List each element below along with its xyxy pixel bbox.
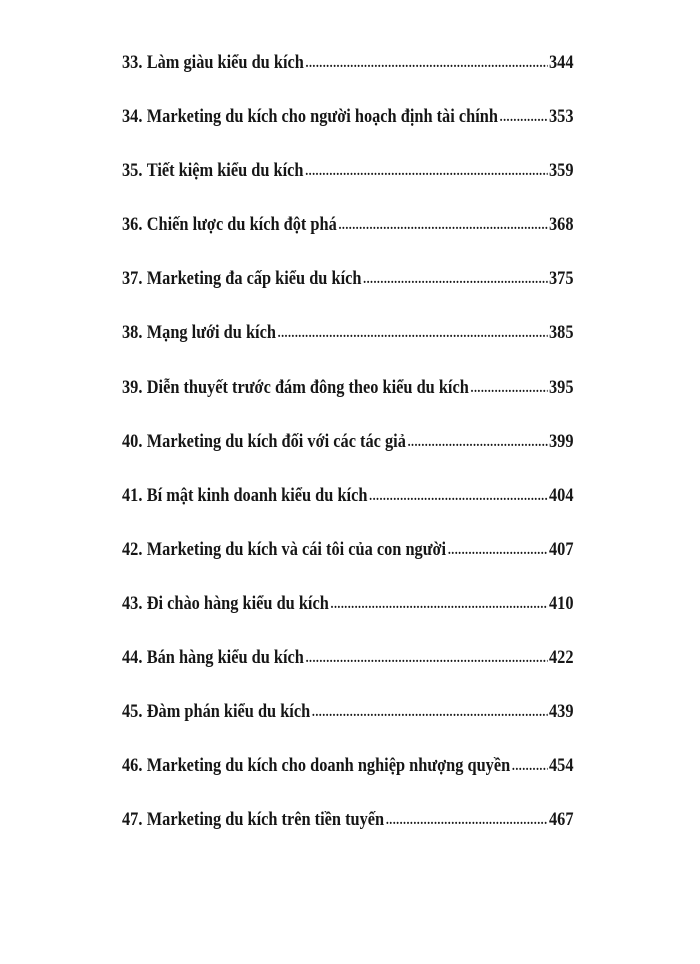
toc-entry — [122, 647, 574, 701]
toc-entry-number: 40. — [122, 430, 143, 452]
dot-leader — [448, 543, 547, 559]
dot-leader — [306, 651, 548, 667]
toc-entry-page: 385 — [548, 322, 574, 344]
toc-entry-title: Marketing du kích cho người hoạch định tài chính — [146, 106, 498, 128]
toc-entry-number: 46. — [122, 755, 143, 777]
toc-entry-page: 353 — [548, 106, 574, 128]
toc-entry-page: 344 — [548, 52, 574, 73]
dot-leader — [331, 597, 548, 613]
toc-entry-page: 410 — [548, 592, 574, 614]
toc-entry-title: Marketing du kích trên tiền tuyến — [146, 809, 385, 831]
dot-leader — [408, 435, 548, 451]
toc-entry-number: 35. — [122, 160, 143, 182]
toc-entry — [122, 52, 574, 106]
toc-entry — [122, 268, 574, 322]
dot-leader — [363, 272, 547, 288]
toc-entry-title: Bí mật kinh doanh kiểu du kích — [146, 484, 368, 506]
toc-entry — [122, 377, 574, 431]
toc-entry — [122, 431, 574, 485]
toc-entry-title: Diễn thuyết trước đám đông theo kiểu du kích — [146, 376, 469, 398]
toc-entry-page: 422 — [548, 647, 574, 669]
toc-entry-title: Marketing du kích đối với các tác giả — [146, 430, 406, 452]
toc-entry-number: 44. — [122, 647, 143, 669]
toc-entry-title: Marketing du kích và cái tôi của con người — [146, 538, 447, 560]
toc-entry — [122, 701, 574, 755]
toc-entry-page: 467 — [548, 809, 574, 831]
toc-entry-number: 36. — [122, 214, 143, 236]
toc-entry — [122, 160, 574, 214]
toc-entry-title: Làm giàu kiểu du kích — [146, 52, 304, 73]
toc-entry-title: Marketing du kích cho doanh nghiệp nhượng quyền — [146, 755, 511, 777]
toc-entry-number: 37. — [122, 268, 143, 290]
toc-entry-number: 39. — [122, 376, 143, 398]
dot-leader — [306, 56, 548, 72]
toc-entry-page: 454 — [548, 755, 574, 777]
toc-entry-title: Bán hàng kiểu du kích — [146, 647, 304, 669]
toc-entry-page: 375 — [548, 268, 574, 290]
toc-entry-page: 395 — [548, 376, 574, 398]
toc-entry-title: Chiến lược du kích đột phá — [146, 214, 337, 236]
dot-leader — [305, 164, 547, 180]
toc-entry-number: 45. — [122, 701, 143, 723]
toc-entry-page: 439 — [548, 701, 574, 723]
dot-leader — [471, 381, 548, 397]
dot-leader — [312, 705, 547, 721]
toc-entry-title: Marketing đa cấp kiểu du kích — [146, 268, 362, 290]
toc-entry — [122, 322, 574, 376]
dot-leader — [338, 218, 547, 234]
toc-entry-title: Mạng lưới du kích — [146, 322, 276, 344]
dot-leader — [386, 813, 547, 829]
toc-entry — [122, 593, 574, 647]
toc-entry-number: 42. — [122, 538, 143, 560]
toc-entry — [122, 539, 574, 593]
toc-entry-page: 359 — [548, 160, 574, 182]
toc-entry-number: 43. — [122, 592, 143, 614]
toc-entry-page: 404 — [548, 484, 574, 506]
toc-entry — [122, 214, 574, 268]
toc-entry-page: 399 — [548, 430, 574, 452]
toc-entry-number: 47. — [122, 809, 143, 831]
table-of-contents — [122, 52, 574, 863]
toc-entry-title: Tiết kiệm kiểu du kích — [146, 160, 304, 182]
dot-leader — [278, 326, 548, 342]
toc-entry — [122, 106, 574, 160]
toc-entry-page: 368 — [548, 214, 574, 236]
toc-entry — [122, 755, 574, 809]
toc-entry-number: 34. — [122, 106, 143, 128]
toc-entry-number: 33. — [122, 52, 143, 73]
toc-entry-number: 41. — [122, 484, 143, 506]
dot-leader — [512, 759, 547, 775]
toc-entry-page: 407 — [548, 538, 574, 560]
toc-entry-number: 38. — [122, 322, 143, 344]
toc-entry-title: Đi chào hàng kiểu du kích — [146, 592, 329, 614]
toc-entry-title: Đàm phán kiểu du kích — [146, 701, 311, 723]
toc-entry — [122, 485, 574, 539]
toc-entry — [122, 809, 574, 863]
dot-leader — [369, 489, 547, 505]
dot-leader — [500, 110, 548, 126]
